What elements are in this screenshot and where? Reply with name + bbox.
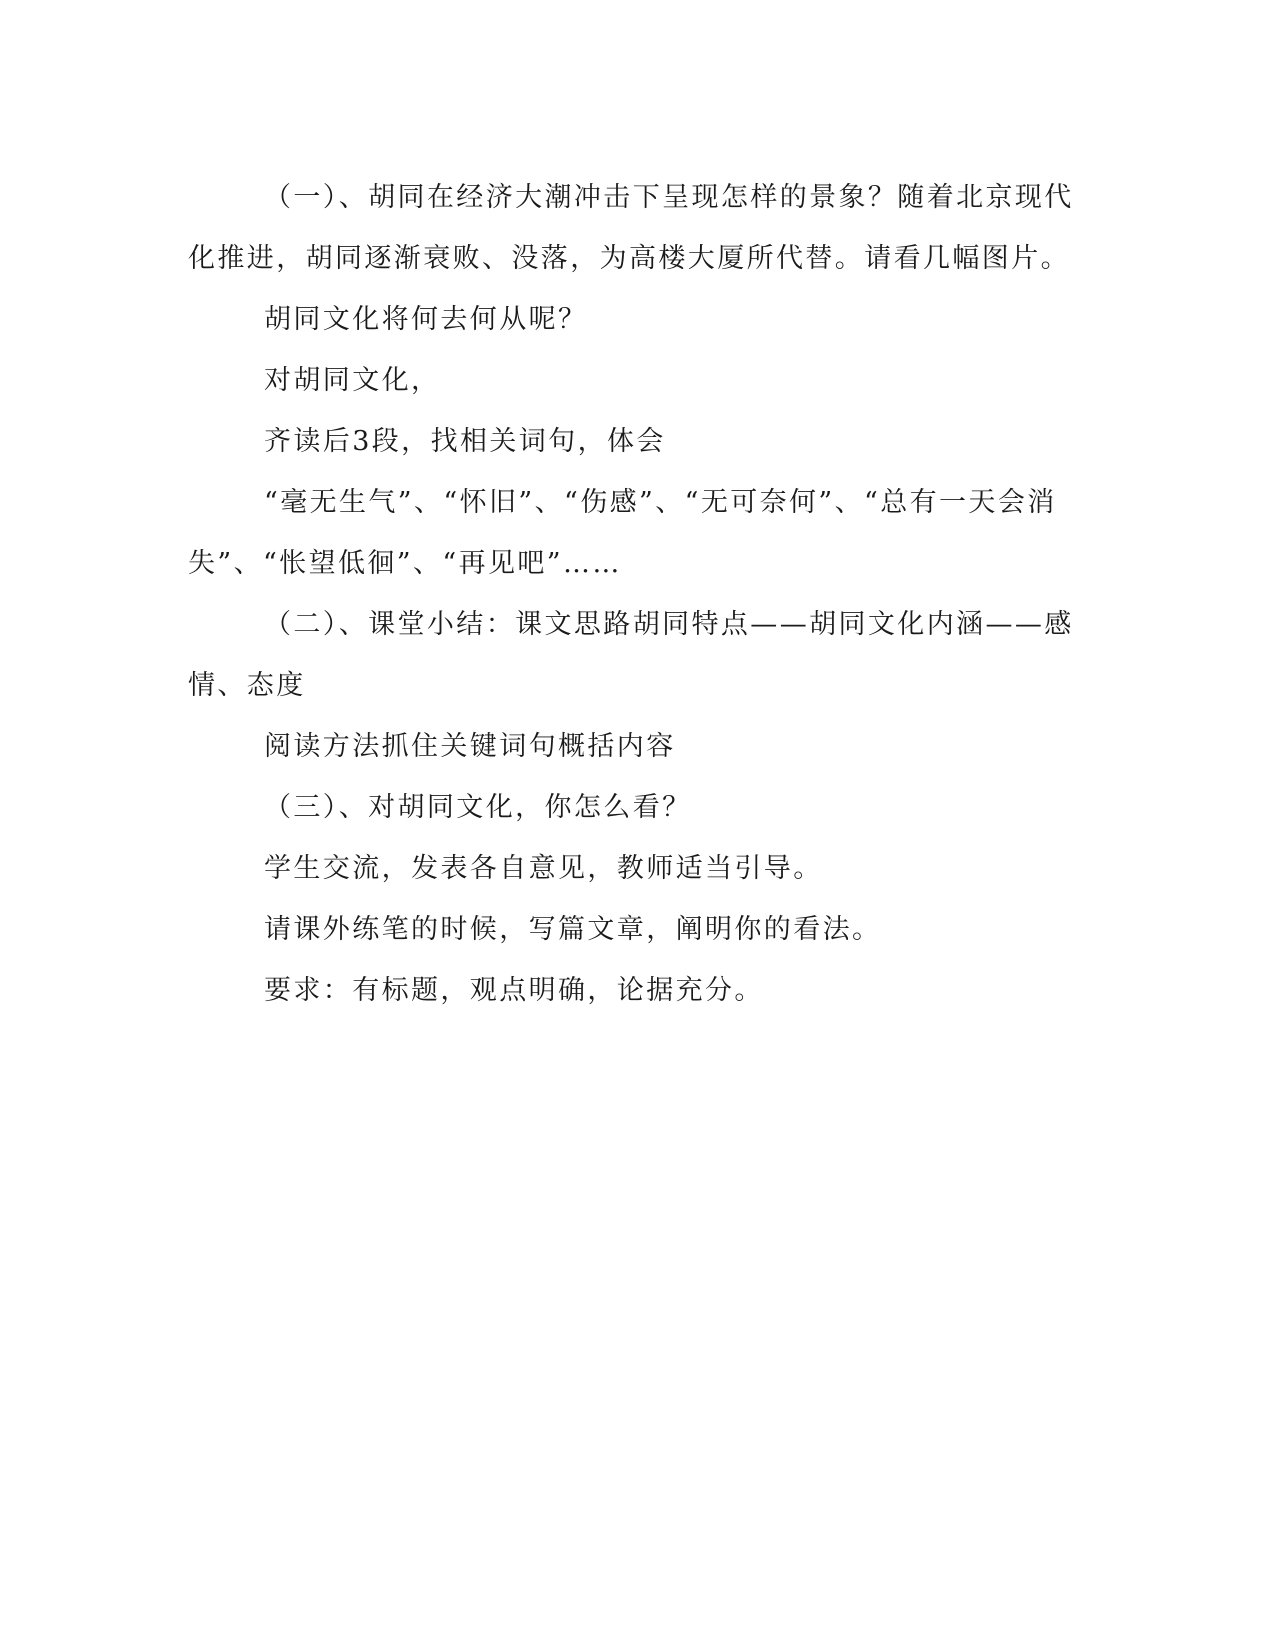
paragraph-key-phrases: “毫无生气”、“怀旧”、“伤感”、“无可奈何”、“总有一天会消失”、“怅望低徊”、“再见吧”…… <box>188 487 1057 579</box>
paragraph-writing-task: 请课外练笔的时候，写篇文章，阐明你的看法。 <box>264 914 882 945</box>
paragraph-attitude-prompt: 对胡同文化， <box>264 365 441 396</box>
paragraph-discussion-question: （三）、对胡同文化，你怎么看？ <box>264 792 692 823</box>
paragraph-class-summary: （二）、课堂小结：课文思路胡同特点——胡同文化内涵——感情、态度 <box>188 609 1074 701</box>
paragraph-scene-question: （一）、胡同在经济大潮冲击下呈现怎样的景象？随着北京现代化推进，胡同逐渐衰败、没落，为高楼大厦所代替。请看几幅图片。 <box>188 182 1074 274</box>
paragraph-reading-method: 阅读方法抓住关键词句概括内容 <box>264 731 676 762</box>
paragraph-requirements: 要求：有标题，观点明确，论据充分。 <box>264 975 764 1006</box>
paragraph-future-question: 胡同文化将何去何从呢？ <box>264 304 588 335</box>
document-body <box>188 167 1078 1021</box>
paragraph-student-exchange: 学生交流，发表各自意见，教师适当引导。 <box>264 853 823 884</box>
paragraph-reading-task: 齐读后3段，找相关词句，体会 <box>264 426 666 457</box>
